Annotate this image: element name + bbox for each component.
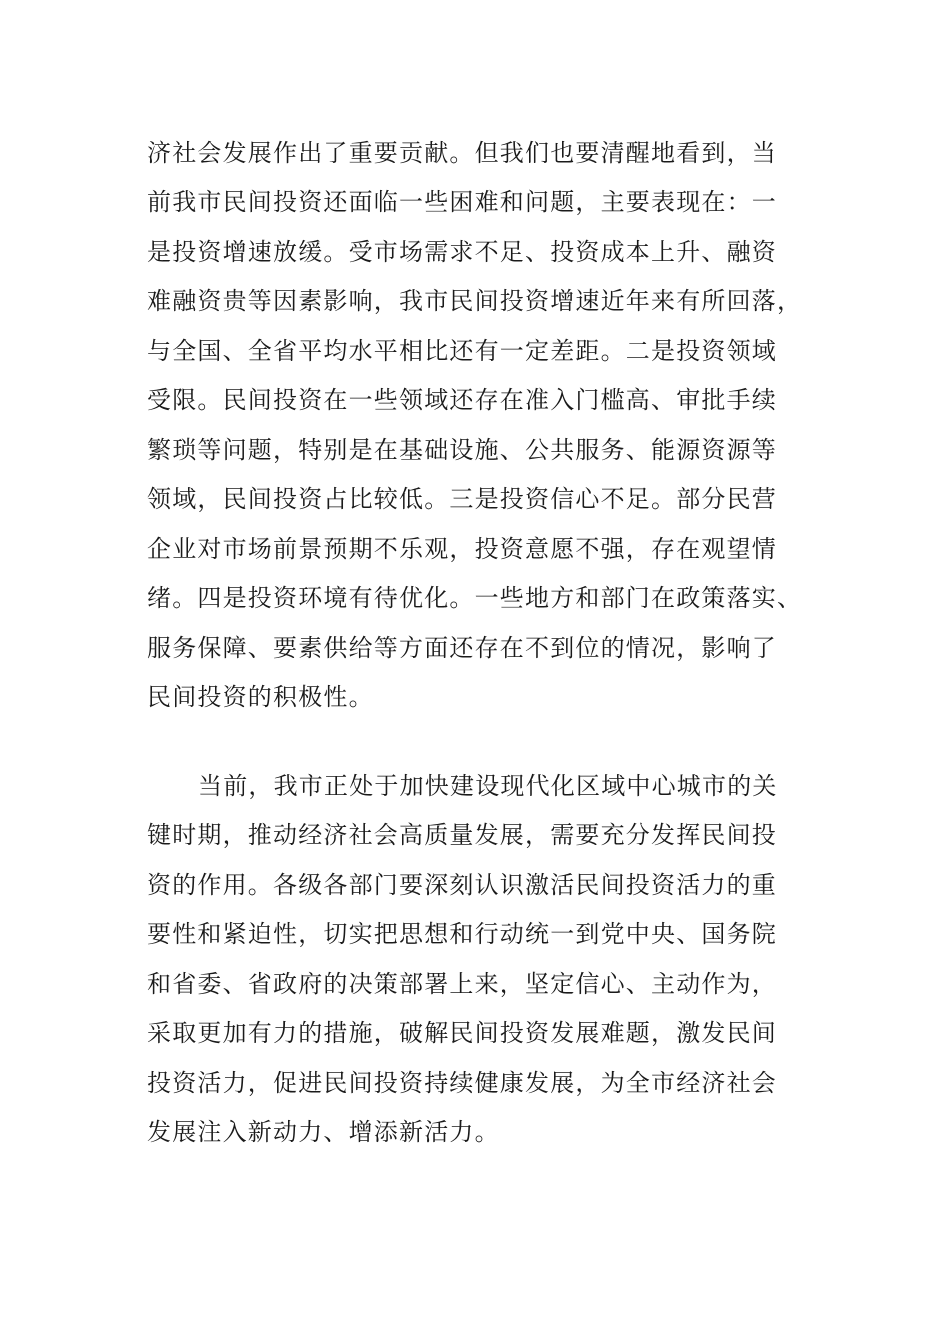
text-line: 难融资贵等因素影响，我市民间投资增速近年来有所回落， — [147, 287, 803, 315]
text-line: 是投资增速放缓。受市场需求不足、投资成本上升、融资 — [147, 238, 777, 266]
text-line: 民间投资的积极性。 — [147, 683, 374, 711]
text-line: 繁琐等问题，特别是在基础设施、公共服务、能源资源等 — [147, 436, 777, 464]
text-line: 服务保障、要素供给等方面还存在不到位的情况，影响了 — [147, 634, 777, 662]
text-line: 领域，民间投资占比较低。三是投资信心不足。部分民营 — [147, 485, 777, 513]
text-line: 发展注入新动力、增添新活力。 — [147, 1118, 500, 1146]
text-line: 与全国、全省平均水平相比还有一定差距。二是投资领域 — [147, 337, 777, 365]
text-line: 当前，我市正处于加快建设现代化区域中心城市的关 — [198, 772, 778, 800]
text-line: 企业对市场前景预期不乐观，投资意愿不强，存在观望情 — [147, 535, 777, 563]
text-line: 采取更加有力的措施，破解民间投资发展难题，激发民间 — [147, 1019, 777, 1047]
text-line: 受限。民间投资在一些领域还存在准入门槛高、审批手续 — [147, 386, 777, 414]
text-line: 键时期，推动经济社会高质量发展，需要充分发挥民间投 — [147, 821, 777, 849]
text-line: 和省委、省政府的决策部署上来，坚定信心、主动作为， — [147, 970, 777, 998]
text-line: 资的作用。各级各部门要深刻认识激活民间投资活力的重 — [147, 871, 777, 899]
text-line: 济社会发展作出了重要贡献。但我们也要清醒地看到，当 — [147, 139, 777, 167]
text-line: 绪。四是投资环境有待优化。一些地方和部门在政策落实、 — [147, 584, 803, 612]
text-line: 投资活力，促进民间投资持续健康发展，为全市经济社会 — [147, 1069, 777, 1097]
text-line: 前我市民间投资还面临一些困难和问题，主要表现在：一 — [147, 188, 777, 216]
text-line: 要性和紧迫性，切实把思想和行动统一到党中央、国务院 — [147, 920, 777, 948]
